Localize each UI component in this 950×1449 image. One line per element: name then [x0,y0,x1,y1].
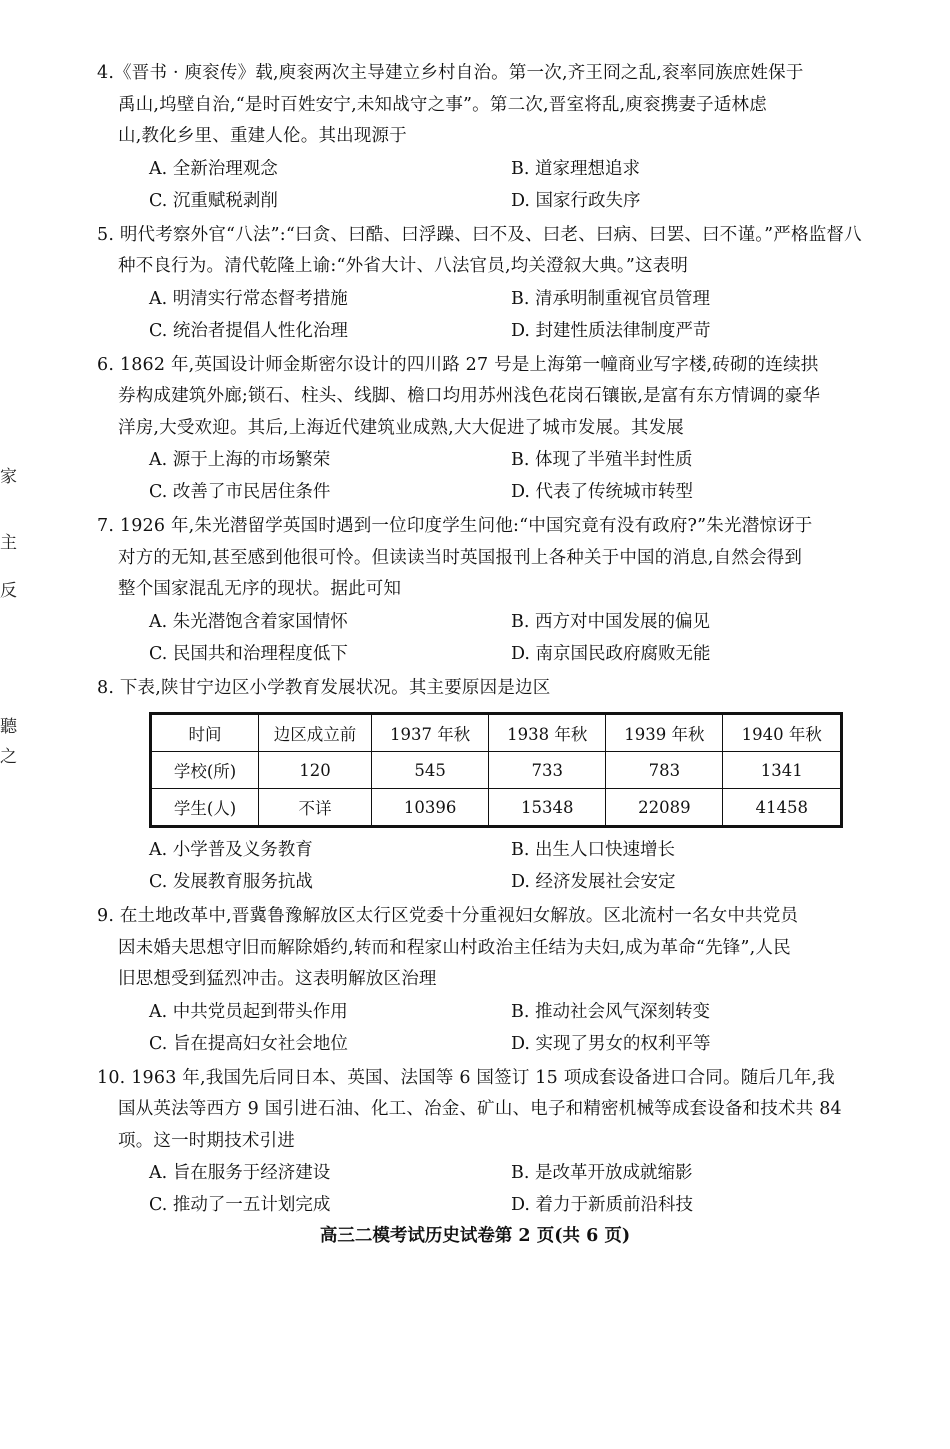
option-c: C. 改善了市民居住条件 [149,482,331,502]
table-cell: 120 [259,752,372,789]
question-text-line: 对方的无知,甚至感到他很可怜。但读读当时英国报刊上各种关于中国的消息,自然会得到 [118,547,803,568]
table-header: 边区成立前 [259,714,372,752]
option-a: A. 小学普及义务教育 [149,840,313,860]
options [118,1157,908,1221]
option-c: C. 推动了一五计划完成 [149,1195,331,1215]
question-text-line: 洋房,大受欢迎。其后,上海近代建筑业成熟,大大促进了城市发展。其发展 [118,417,684,438]
option-d: D. 经济发展社会安定 [511,872,676,892]
table-header: 1940 年秋 [723,714,842,752]
question-text-line: 旧思想受到猛烈冲击。这表明解放区治理 [118,969,437,989]
option-c: C. 沉重赋税剥削 [149,190,278,211]
question-9 [97,901,908,1060]
question-text-line: 项。这一时期技术引进 [118,1130,295,1151]
table-cell: 733 [489,752,606,789]
question-text-line: 整个国家混乱无序的现状。据此可知 [118,579,402,599]
options [118,283,908,347]
question-8 [97,673,908,899]
margin-char: 家 [0,467,17,487]
table-cell: 不详 [259,789,372,827]
table-cell: 1341 [723,752,842,789]
table-cell: 41458 [723,789,842,827]
table-header: 时间 [151,714,259,752]
option-b: B. 道家理想追求 [511,158,640,179]
option-d: D. 南京国民政府腐败无能 [511,643,711,664]
question-10 [97,1063,908,1222]
question-text-line: 因未婚夫思想守旧而解除婚约,转而和程家山村政治主任结为夫妇,成为革命“先锋”,人民 [118,937,791,958]
option-b: B. 是改革开放成就缩影 [511,1163,693,1183]
option-b: B. 出生人口快速增长 [511,840,675,860]
option-b: B. 体现了半殖半封性质 [511,450,693,470]
options [118,153,908,217]
option-a: A. 旨在服务于经济建设 [149,1163,331,1183]
question-text-line: 种不良行为。清代乾隆上谕:“外省大计、八法官员,均关澄叙大典。”这表明 [118,256,689,276]
question-text-line: 券构成建筑外廊;锁石、柱头、线脚、檐口均用苏州浅色花岗石镶嵌,是富有东方情调的豪华 [118,386,821,406]
option-d: D. 着力于新质前沿科技 [511,1195,694,1215]
options [118,996,908,1060]
table-cell: 10396 [372,789,489,827]
options [118,834,908,898]
questions-area [97,58,908,1224]
margin-char: 聽 [0,717,17,737]
option-d: D. 代表了传统城市转型 [511,482,694,502]
question-4 [97,58,908,217]
margin-char: 反 [0,581,17,601]
option-a: A. 中共党员起到带头作用 [149,1001,348,1022]
options [118,606,908,670]
page-footer: 高三二模考试历史试卷第 2 页(共 6 页) [319,1226,631,1246]
margin-char: 主 [0,533,17,553]
question-text-line: 8. 下表,陕甘宁边区小学教育发展状况。其主要原因是边区 [97,677,551,698]
table-row [151,789,842,827]
question-text-line: 4.《晋书 · 庾衮传》载,庾衮两次主导建立乡村自治。第一次,齐王冏之乱,衮率同族庶姓保于 [97,63,804,83]
option-c: C. 民国共和治理程度低下 [149,643,348,664]
question-text-line: 10. 1963 年,我国先后同日本、英国、法国等 6 国签订 15 项成套设备进口合同。随后几年,我 [97,1067,835,1088]
option-a: A. 明清实行常态督考措施 [149,288,348,309]
option-a: A. 朱光潜饱含着家国情怀 [149,611,348,632]
options [118,444,908,508]
option-b: B. 推动社会风气深刻转变 [511,1001,710,1022]
table-cell: 545 [372,752,489,789]
option-d: D. 封建性质法律制度严苛 [511,320,711,341]
question-text-line: 国从英法等西方 9 国引进石油、化工、冶金、矿山、电子和精密机械等成套设备和技术共 84 [118,1099,842,1119]
table-cell: 学校(所) [151,752,259,789]
table-header: 1937 年秋 [372,714,489,752]
option-b: B. 清承明制重视官员管理 [511,288,710,309]
question-5 [97,220,908,347]
question-text-line: 山,教化乡里、重建人伦。其出现源于 [118,126,407,146]
option-a: A. 源于上海的市场繁荣 [149,450,331,470]
question-6 [97,350,908,509]
table-cell: 783 [606,752,723,789]
option-c: C. 发展教育服务抗战 [149,872,313,892]
option-d: D. 实现了男女的权利平等 [511,1033,711,1054]
option-c: C. 旨在提高妇女社会地位 [149,1033,348,1054]
option-b: B. 西方对中国发展的偏见 [511,611,710,632]
margin-char: 之 [0,747,17,767]
table-cell: 22089 [606,789,723,827]
option-c: C. 统治者提倡人性化治理 [149,320,348,341]
table-header: 1939 年秋 [606,714,723,752]
table-header: 1938 年秋 [489,714,606,752]
table-row [151,752,842,789]
question-7 [97,511,908,670]
question-text-line: 禹山,坞壁自治,“是时百姓安宁,未知战守之事”。第二次,晋室将乱,庾衮携妻子适林虑 [118,94,767,115]
question-text-line: 6. 1862 年,英国设计师金斯密尔设计的四川路 27 号是上海第一幢商业写字楼,砖砌的连续拱 [97,354,819,375]
table-cell: 15348 [489,789,606,827]
option-d: D. 国家行政失序 [511,190,641,211]
question-text-line: 7. 1926 年,朱光潜留学英国时遇到一位印度学生问他:“中国究竟有没有政府?”朱光潜惊讶于 [97,516,813,536]
question-text-line: 9. 在土地改革中,晋冀鲁豫解放区太行区党委十分重视妇女解放。区北流村一名女中共党员 [97,906,799,926]
option-a: A. 全新治理观念 [149,158,278,179]
table-header-row [151,714,842,752]
table-cell: 学生(人) [151,789,259,827]
education-table [149,712,843,828]
question-text-line: 5. 明代考察外官“八法”:“曰贪、曰酷、曰浮躁、曰不及、曰老、曰病、曰罢、曰不谨。”严格监督八 [97,224,862,245]
